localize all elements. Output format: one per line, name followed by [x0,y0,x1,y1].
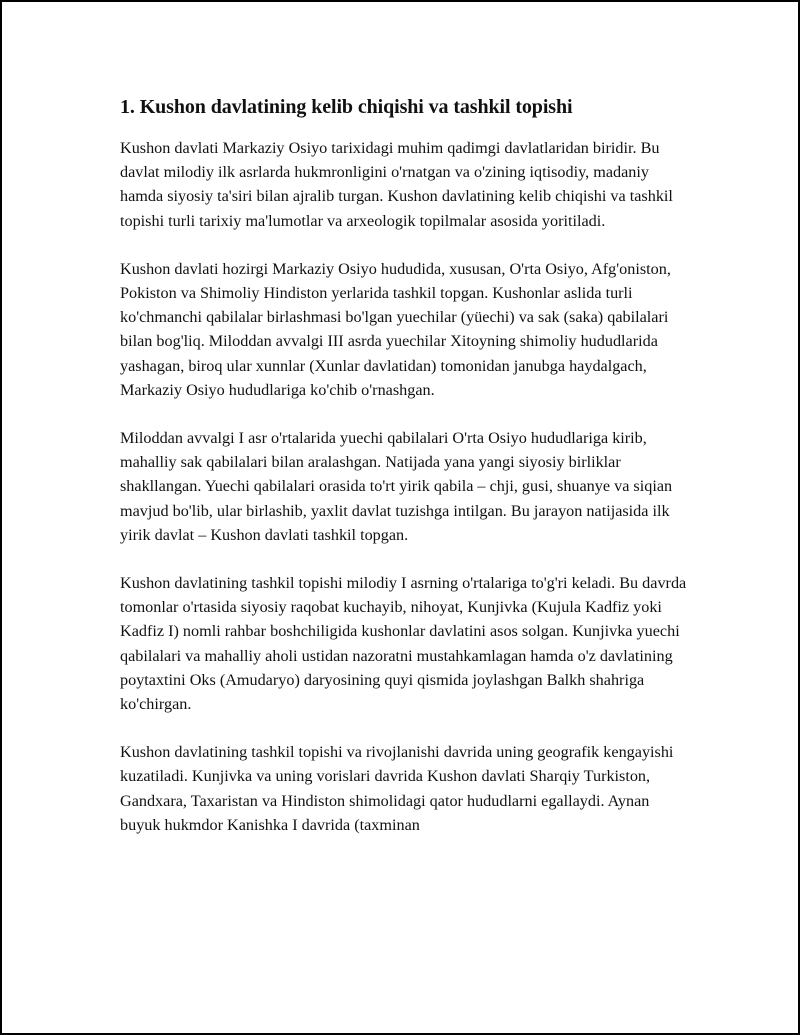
document-body [120,92,690,861]
paragraph-4: Kushon davlatining tashkil topishi milodiy I asrning o'rtalariga to'g'ri keladi. Bu davrda tomonlar o'rtasida siyosiy raqobat kuchayib, nihoyat, Kunjivka (Kujula Kadfiz yoki Kadfiz I) nomli rahbar boshchiligida kushonlar davlatini asos solgan. Kunjivka yuechi qabilalari va mahalliy aholi ustidan nazoratni mustahkamlagan hamda o'z davlatining poytaxtini Oks (Amudaryo) daryosining quyi qismida joylashgan Balkh shahriga ko'chirgan. [120,574,687,714]
section-title: 1. Kushon davlatining kelib chiqishi va tashkil topishi [120,96,573,118]
paragraph-1: Kushon davlati Markaziy Osiyo tarixidagi muhim qadimgi davlatlaridan biridir. Bu davlat milodiy ilk asrlarda hukmronligini o'rnatgan va o'zining iqtisodiy, madaniy hamda siyosiy ta'siri bilan ajralib turgan. Kushon davlatining kelib chiqishi va tashkil topishi turli tarixiy ma'lumotlar va arxeologik topilmalar asosida yoritiladi. [120,139,673,230]
paragraph-5: Kushon davlatining tashkil topishi va rivojlanishi davrida uning geografik kengayishi kuzatiladi. Kunjivka va uning vorislari davrida Kushon davlati Sharqiy Turkiston, Gandxara, Taxaristan va Hindiston shimolidagi qator hududlarni egallaydi. Aynan buyuk hukmdor Kanishka I davrida (taxminan [120,743,674,834]
paragraph-2: Kushon davlati hozirgi Markaziy Osiyo hududida, xususan, O'rta Osiyo, Afg'oniston, Pokiston va Shimoliy Hindiston yerlarida tashkil topgan. Kushonlar aslida turli ko'chmanchi qabilalar birlashmasi bo'lgan yuechilar (yüechi) va sak (saka) qabilalari bilan bog'liq. Miloddan avvalgi III asrda yuechilar Xitoyning shimoliy hududlarida yashagan, biroq ular xunnlar (Xunlar davlatidan) tomonidan janubga haydalgach, Markaziy Osiyo hududlariga ko'chib o'rnashgan. [120,259,671,399]
paragraph-3: Miloddan avvalgi I asr o'rtalarida yuechi qabilalari O'rta Osiyo hududlariga kirib, mahalliy sak qabilalari bilan aralashgan. Natijada yana yangi siyosiy birliklar shakllangan. Yuechi qabilalari orasida to'rt yirik qabila – chji, gusi, shuanye va siqian mavjud bo'lib, ular birlashib, yaxlit davlat tuzishga intilgan. Bu jarayon natijasida ilk yirik davlat – Kushon davlati tashkil topgan. [120,429,673,544]
